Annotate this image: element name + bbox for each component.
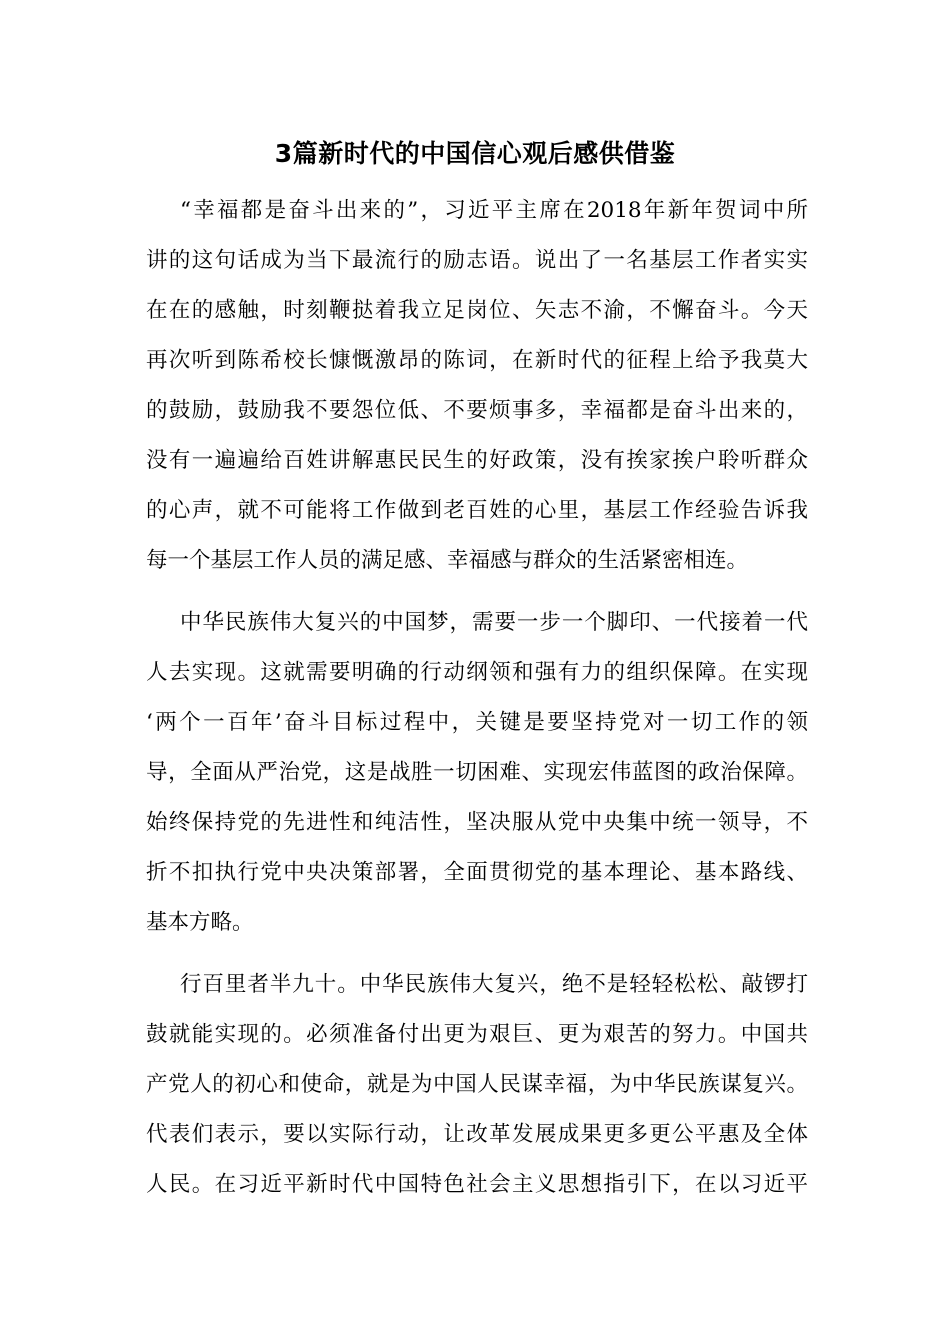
paragraph-2-line-6: 折不扣执行党中央决策部署，全面贯彻党的基本理论、基本路线、 — [146, 860, 808, 885]
document-title: 3篇新时代的中国信心观后感供借鉴 — [274, 139, 676, 168]
paragraph-2-line-7: 基本方略。 — [146, 910, 254, 935]
paragraph-3-line-3: 产党人的初心和使命，就是为中国人民谋幸福，为中华民族谋复兴。 — [146, 1072, 808, 1097]
paragraph-3-line-4: 代表们表示，要以实际行动，让改革发展成果更多更公平惠及全体 — [146, 1122, 808, 1147]
paragraph-1-line-6: 没有一遍遍给百姓讲解惠民民生的好政策，没有挨家挨户聆听群众 — [146, 448, 808, 473]
paragraph-1-line-5: 的鼓励，鼓励我不要怨位低、不要烦事多，幸福都是奋斗出来的， — [146, 398, 808, 423]
paragraph-3-line-2: 鼓就能实现的。必须准备付出更为艰巨、更为艰苦的努力。中国共 — [146, 1022, 808, 1047]
paragraph-1-line-8: 每一个基层工作人员的满足感、幸福感与群众的生活紧密相连。 — [146, 548, 749, 573]
paragraph-2-line-2: 人去实现。这就需要明确的行动纲领和强有力的组织保障。在实现 — [146, 660, 808, 685]
paragraph-3-line-1: 行百里者半九十。中华民族伟大复兴，绝不是轻轻松松、敲锣打 — [180, 972, 808, 997]
paragraph-2-line-5: 始终保持党的先进性和纯洁性，坚决服从党中央集中统一领导，不 — [146, 810, 808, 835]
paragraph-1-line-2: 讲的这句话成为当下最流行的励志语。说出了一名基层工作者实实 — [146, 248, 808, 273]
paragraph-1-line-3: 在在的感触，时刻鞭挞着我立足岗位、矢志不渝，不懈奋斗。今天 — [146, 298, 808, 323]
paragraph-2-line-4: 导，全面从严治党，这是战胜一切困难、实现宏伟蓝图的政治保障。 — [146, 760, 808, 785]
paragraph-2-line-3: ‘两个一百年’奋斗目标过程中，关键是要坚持党对一切工作的领 — [146, 710, 808, 735]
paragraph-1-line-4: 再次听到陈希校长慷慨激昂的陈词，在新时代的征程上给予我莫大 — [146, 348, 808, 373]
paragraph-2-line-1: 中华民族伟大复兴的中国梦，需要一步一个脚印、一代接着一代 — [180, 610, 808, 635]
paragraph-1-line-7: 的心声，就不可能将工作做到老百姓的心里，基层工作经验告诉我 — [146, 498, 808, 523]
paragraph-3-line-5: 人民。在习近平新时代中国特色社会主义思想指引下，在以习近平 — [146, 1172, 808, 1197]
paragraph-1-line-1: “幸福都是奋斗出来的”，习近平主席在2018年新年贺词中所 — [180, 198, 808, 223]
